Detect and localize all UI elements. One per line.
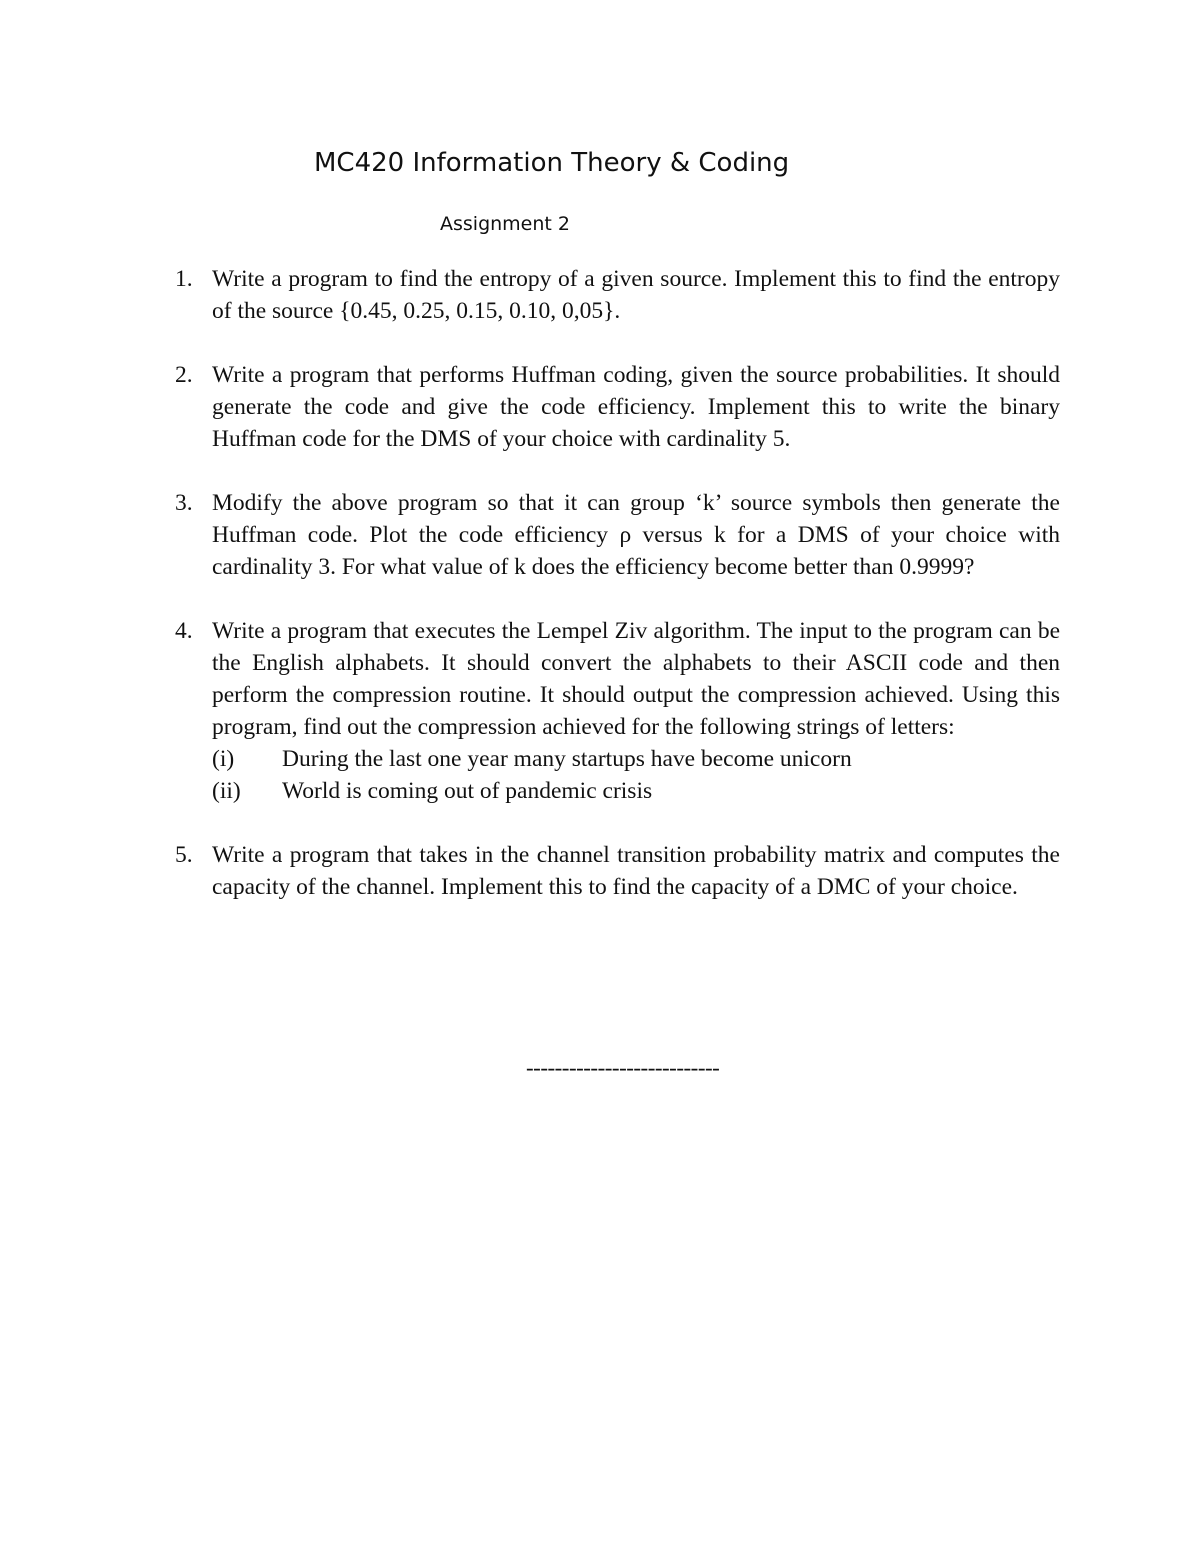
question-4 xyxy=(175,615,1060,807)
string-item-i xyxy=(212,743,1060,775)
question-text: Modify the above program so that it can group ‘k’ source symbols then generate the Huffman code. Plot the code efficiency ρ versus k for a DMS of your choice with cardinality 3. For what value of k does the efficiency become better than 0.9999? xyxy=(212,490,1060,580)
question-number: 4. xyxy=(175,618,193,644)
question-text: Write a program that executes the Lempel Ziv algorithm. The input to the program can be the English alphabets. It should convert the alphabets to their ASCII code and then perform the compression routine. It should output the compression achieved. Using this program, find out the compression achieved for the following strings of letters: xyxy=(212,618,1060,740)
question-text: Write a program that takes in the channel transition probability matrix and computes the capacity of the channel. Implement this to find the capacity of a DMC of your choice. xyxy=(212,842,1060,900)
end-divider: --------------------------- xyxy=(526,1055,720,1080)
string-list xyxy=(212,743,1060,807)
sub-item-text: World is coming out of pandemic crisis xyxy=(282,778,653,804)
question-3 xyxy=(175,487,1060,583)
string-item-ii xyxy=(212,775,1060,807)
question-5 xyxy=(175,839,1060,903)
sub-item-number: (i) xyxy=(212,746,235,772)
question-text: Write a program to find the entropy of a given source. Implement this to find the entropy of the source {0.45, 0.25, 0.15, 0.10, 0,05}. xyxy=(212,266,1060,324)
question-number: 5. xyxy=(175,842,193,868)
assignment-subtitle: Assignment 2 xyxy=(440,213,570,235)
question-number: 1. xyxy=(175,266,193,292)
sub-item-text: During the last one year many startups have become unicorn xyxy=(282,746,852,772)
question-text: Write a program that performs Huffman coding, given the source probabilities. It should generate the code and give the code efficiency. Implement this to write the binary Huffman code for the DMS of your choice with cardinality 5. xyxy=(212,362,1060,452)
sub-item-number: (ii) xyxy=(212,778,241,804)
question-2 xyxy=(175,359,1060,455)
question-1 xyxy=(175,263,1060,327)
page-title: MC420 Information Theory & Coding xyxy=(314,148,790,178)
question-number: 3. xyxy=(175,490,193,516)
question-list xyxy=(175,263,1060,935)
question-number: 2. xyxy=(175,362,193,388)
